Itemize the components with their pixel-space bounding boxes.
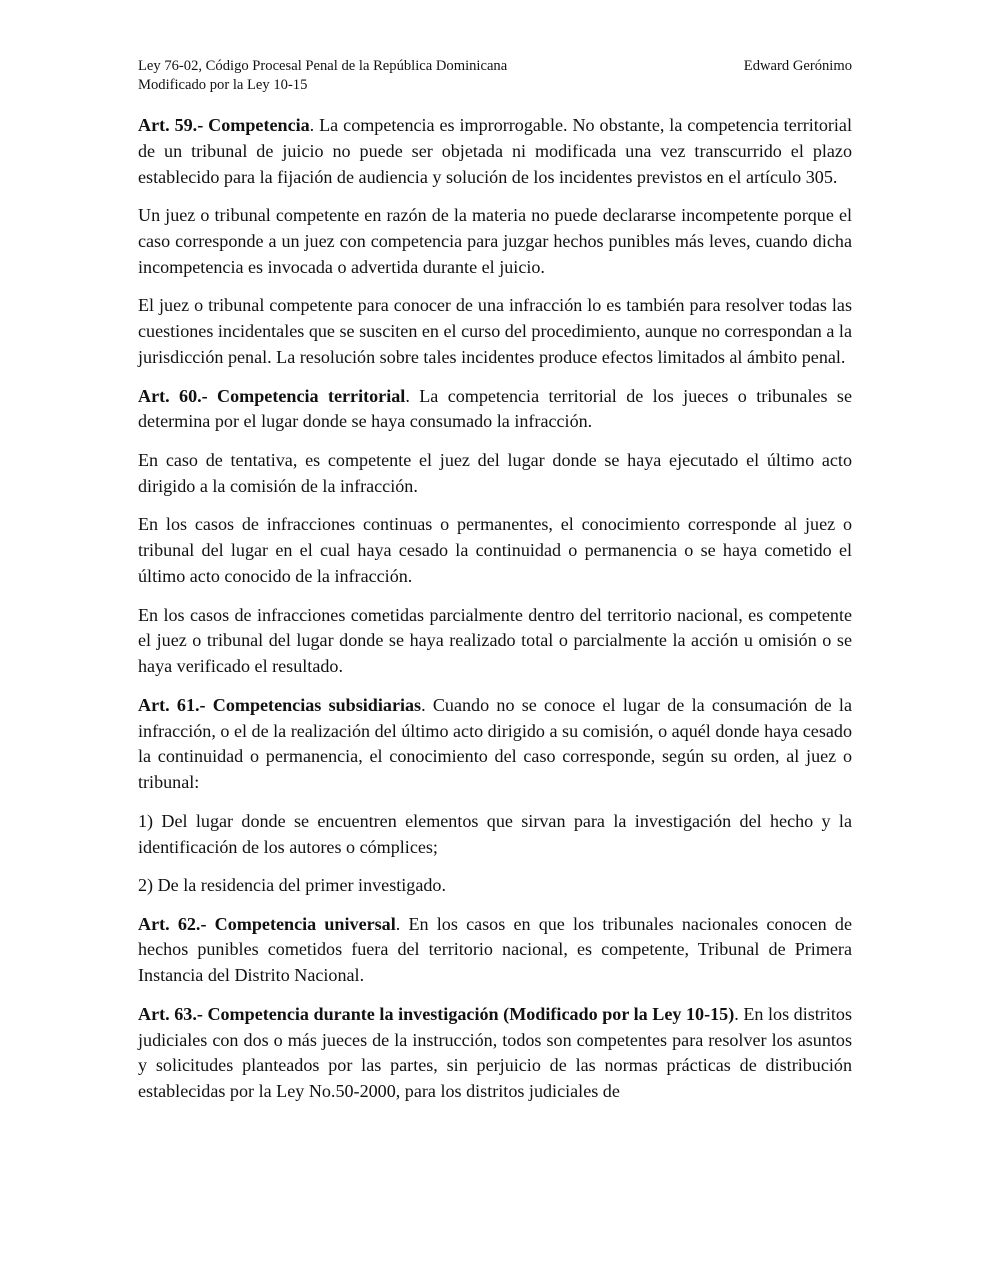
paragraph — [138, 512, 852, 589]
paragraph-text: En los casos de infracciones cometidas parcialmente dentro del territorio nacional, es competente el juez o tribunal del lugar donde se haya realizado total o parcialmente la acción u omisión o se haya verificado el resultado. — [138, 604, 852, 677]
article-heading: Art. 60.- Competencia territorial — [138, 385, 406, 406]
list-item — [138, 873, 852, 899]
paragraph-text: En los casos de infracciones continuas o permanentes, el conocimiento corresponde al juez o tribunal del lugar en el cual haya cesado la continuidad o permanencia o se haya cometido el último acto conocido de la infracción. — [138, 514, 852, 586]
paragraph — [138, 448, 852, 500]
document-body — [138, 113, 852, 1118]
paragraph — [138, 203, 852, 280]
list-item — [138, 809, 852, 861]
header-author: Edward Gerónimo — [743, 58, 852, 74]
paragraph-text: 1) Del lugar donde se encuentren elementos que sirvan para la investigación del hecho y la identificación de los autores o cómplices; — [138, 810, 852, 857]
paragraph-text: En caso de tentativa, es competente el juez del lugar donde se haya ejecutado el último acto dirigido a la comisión de la infracción. — [138, 449, 852, 496]
page-header — [138, 57, 852, 94]
paragraph-text: . En los casos en que los tribunales nacionales conocen de hechos punibles cometidos fuera del territorio nacional, es competente, Tribunal de Primera Instancia del Distrito Nacional. — [138, 913, 852, 986]
header-subtitle: Modificado por la Ley 10-15 — [138, 76, 308, 93]
paragraph-text: . Cuando no se conoce el lugar de la consumación de la infracción, o el de la realización del último acto dirigido a su comisión, o aquél donde haya cesado la continuidad o permanencia, el conocimiento del caso corresponde, según su orden, al juez o tribunal: — [138, 694, 852, 793]
paragraph — [138, 912, 852, 989]
paragraph — [138, 603, 852, 680]
paragraph-text: Un juez o tribunal competente en razón de la materia no puede declararse incompetente porque el caso corresponde a un juez con competencia para juzgar hechos punibles más leves, cuando dicha incompetencia es invocada o advertida durante el juicio. — [138, 205, 852, 277]
paragraph — [138, 384, 852, 436]
paragraph — [138, 293, 852, 370]
article-heading: Art. 63.- Competencia durante la investigación (Modificado por la Ley 10-15) — [138, 1003, 735, 1024]
paragraph-text: . La competencia es improrrogable. No obstante, la competencia territorial de un tribunal de juicio no puede ser objetada ni modificada una vez transcurrido el plazo establecido para la fijación de audiencia y solución de los incidentes previstos en el artículo 305. — [138, 115, 852, 187]
paragraph — [138, 113, 852, 190]
article-heading: Art. 62.- Competencia universal — [138, 913, 396, 934]
paragraph — [138, 693, 852, 796]
paragraph-text: 2) De la residencia del primer investigado. — [138, 875, 446, 896]
paragraph-text: . En los distritos judiciales con dos o más jueces de la instrucción, todos son competentes para resolver los asuntos y solicitudes planteados por las partes, sin perjuicio de las normas prácticas de distribución establecidas por la Ley No.50-2000, para los distritos judiciales de — [138, 1003, 852, 1102]
paragraph-text: El juez o tribunal competente para conocer de una infracción lo es también para resolver todas las cuestiones incidentales que se susciten en el curso del procedimiento, aunque no correspondan a la jurisdicción penal. La resolución sobre tales incidentes produce efectos limitados al ámbito penal. — [138, 295, 852, 367]
article-heading: Art. 59.- Competencia — [138, 115, 310, 135]
article-heading: Art. 61.- Competencias subsidiarias — [138, 694, 422, 715]
paragraph — [138, 1002, 852, 1105]
paragraph-text: . La competencia territorial de los jueces o tribunales se determina por el lugar donde se haya consumado la infracción. — [138, 385, 853, 432]
header-title: Ley 76-02, Código Procesal Penal de la República Dominicana — [138, 58, 508, 74]
